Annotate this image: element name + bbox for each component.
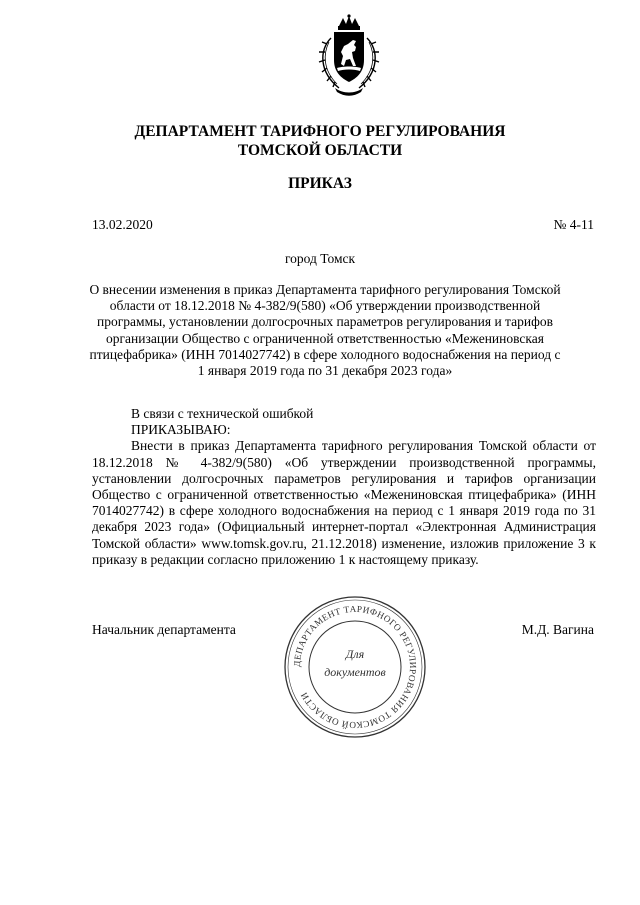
crown-icon bbox=[338, 14, 360, 30]
department-title-line2: ТОМСКОЙ ОБЛАСТИ bbox=[237, 142, 403, 159]
stamp-ring-textpath: ДЕПАРТАМЕНТ ТАРИФНОГО РЕГУЛИРОВАНИЯ ТОМСКОЙ ОБЛАСТИ bbox=[291, 603, 419, 731]
document-date: 13.02.2020 bbox=[92, 217, 153, 232]
signatory-name: М.Д. Вагина bbox=[521, 622, 594, 637]
document-number: № 4-11 bbox=[553, 217, 594, 232]
signatory-role: Начальник департамента bbox=[92, 622, 236, 637]
official-stamp bbox=[280, 592, 430, 742]
stamp-center-line1: Для bbox=[345, 647, 365, 661]
coat-of-arms-icon bbox=[313, 14, 385, 98]
order-word: ПРИКАЗЫВАЮ: bbox=[131, 422, 231, 438]
city: город Томск bbox=[284, 251, 356, 266]
shield-icon bbox=[334, 32, 364, 82]
document-body bbox=[92, 406, 596, 568]
department-title-line1: ДЕПАРТАМЕНТ ТАРИФНОГО РЕГУЛИРОВАНИЯ bbox=[134, 123, 506, 140]
ribbon-icon bbox=[335, 88, 363, 96]
order-paragraph: Внести в приказ Департамента тарифного регулирования Томской области от 18.12.2018 № 4-382/9(580) «Об утверждении производственной программы, установлении долгосрочных параметров регулирования и тарифов организации Общество с ограниченной ответственностью «Межениновская птицефабрика» (ИНН 7014027742) в сфере холодного водоснабжения на период с 1 января 2019 года по 31 декабря 2023 года» (Официальный интернет-портал «Электронная Администрация Томской области» www.tomsk.gov.ru, 21.12.2018) изменение, изложив приложение 3 к приказу в редакции согласно приложению 1 к настоящему приказу. bbox=[92, 438, 596, 567]
stamp-center-line2: документов bbox=[324, 665, 386, 679]
reason-line: В связи с технической ошибкой bbox=[131, 406, 314, 421]
document-type: ПРИКАЗ bbox=[288, 175, 352, 192]
document-subject: О внесении изменения в приказ Департамента тарифного регулирования Томской области от 18.12.2018 № 4-382/9(580) «Об утверждении производственной программы, установлении долгосрочных параметров регулирования и тарифов организации Общество с ограниченной ответственностью «Межениновская птицефабрика» (ИНН 7014027742) в сфере холодного водоснабжения на период с 1 января 2019 года по 31 декабря 2023 года» bbox=[89, 282, 561, 379]
